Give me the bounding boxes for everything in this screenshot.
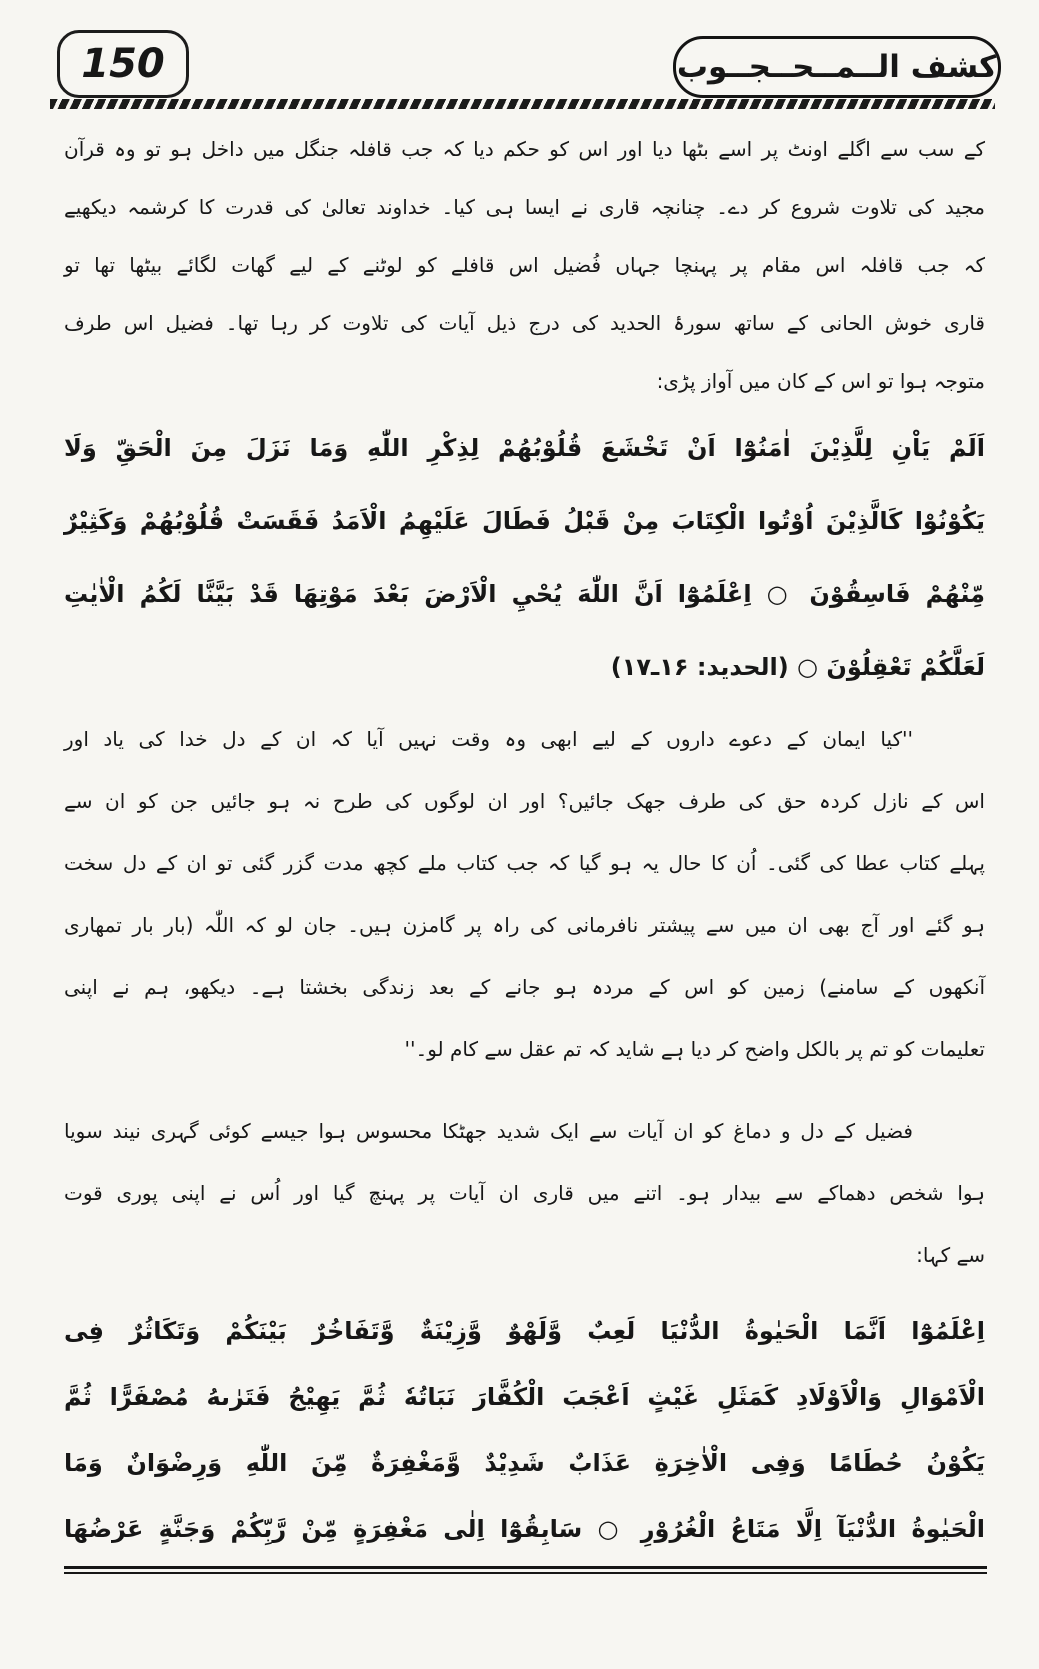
text-line: يَكُوْنُ حُطَامًا وَفِى الْاٰخِرَةِ عَذَابٌ شَدِيْدٌ وَّمَغْفِرَةٌ مِّنَ اللّٰهِ وَرِضْوَانٌ وَمَا: [64, 1449, 985, 1477]
page-number: 150: [81, 41, 165, 87]
text-line: الْحَيٰوةُ الدُّنْيَآ اِلَّا مَتَاعُ الْغُرُوْرِ ○ سَابِقُوْٓا اِلٰى مَغْفِرَةٍ مِّنْ رَّبِّكُمْ وَجَنَّةٍ عَرْضُهَا: [64, 1515, 985, 1543]
text-line: کے سب سے اگلے اونٹ پر اسے بٹھا دیا اور اس کو حکم دیا کہ جب قافلہ جنگل میں داخل ہو تو وہ قرآن: [64, 137, 985, 161]
text-line: يَكُوْنُوْا كَالَّذِيْنَ اُوْتُوا الْكِتَابَ مِنْ قَبْلُ فَطَالَ عَلَيْهِمُ الْاَمَدُ فَقَسَتْ قُلُوْبُهُمْ وَكَثِيْرٌ: [64, 507, 985, 535]
page-number-badge: [57, 30, 189, 98]
text-line: لَعَلَّكُمْ تَعْقِلُوْنَ ○ (الحدید: ۱۶ـ۱۷): [610, 653, 985, 681]
text-line: ہوا شخص دھماکے سے بیدار ہو۔ اتنے میں قاری ان آیات پر پہنچ گیا اور اُس نے اپنی پوری قوت: [64, 1181, 985, 1205]
text-line: متوجہ ہوا تو اس کے کان میں آواز پڑی:: [656, 369, 985, 393]
text-line: ہو گئے اور آج بھی ان میں سے پیشتر نافرمانی کی راہ پر گامزن ہیں۔ جان لو کہ اللّٰہ (بار بار تمھاری: [64, 913, 985, 937]
quran-verse-block-hadid-20-21: [64, 1298, 985, 1562]
narrative-paragraph-1: [64, 120, 985, 410]
text-line: الْاَمْوَالِ وَالْاَوْلَادِ كَمَثَلِ غَيْثٍ اَعْجَبَ الْكُفَّارَ نَبَاتُهٗ ثُمَّ يَهِيْجُ فَتَرٰىهُ مُصْفَرًّا ثُمَّ: [64, 1383, 985, 1411]
quran-verse-block-hadid-16-17: [64, 412, 985, 704]
narrative-paragraph-2: [64, 1100, 985, 1286]
hatched-divider: [50, 99, 995, 109]
text-line: اَلَمْ يَاْنِ لِلَّذِيْنَ اٰمَنُوْٓا اَنْ تَخْشَعَ قُلُوْبُهُمْ لِذِكْرِ اللّٰهِ وَمَا نَزَلَ مِنَ الْحَقِّ وَلَا: [64, 434, 985, 462]
text-line: کہ جب قافلہ اس مقام پر پہنچا جہاں فُضیل اس قافلے کو لوٹنے کے لیے گھات لگائے بیٹھا تھا تو: [64, 253, 985, 277]
book-title: کشف الــمــحــجــوب: [676, 49, 998, 85]
translation-paragraph: [64, 708, 985, 1080]
text-line: پہلے کتاب عطا کی گئی۔ اُن کا حال یہ ہو گیا کہ جب کتاب ملے کچھ مدت گزر گئی تو ان کے دل سخت: [64, 851, 985, 875]
text-line: اس کے نازل کردہ حق کی طرف جھک جائیں؟ اور ان لوگوں کی طرح نہ ہو جائیں جن کو ان سے: [64, 789, 985, 813]
text-line: ''کیا ایمان کے دعوے داروں کے لیے ابھی وہ وقت نہیں آیا کہ ان کے دل خدا کی یاد اور: [64, 727, 913, 751]
bottom-rule: [64, 1566, 987, 1574]
text-line: آنکھوں کے سامنے) زمین کو اس کے مردہ ہو جانے کے بعد زندگی بخشتا ہے۔ دیکھو، ہم نے اپنی: [64, 975, 985, 999]
text-content: [64, 120, 985, 1562]
text-line: مجید کی تلاوت شروع کر دے۔ چنانچہ قاری نے ایسا ہی کیا۔ خداوند تعالیٰ کی قدرت کا کرشمہ دیکھیے: [64, 195, 985, 219]
text-line: قاری خوش الحانی کے ساتھ سورۂ الحدید کی درج ذیل آیات کی تلاوت کر رہا تھا۔ فضیل اس طرف: [64, 311, 985, 335]
text-line: تعلیمات کو تم پر بالکل واضح کر دیا ہے شاید کہ تم عقل سے کام لو۔'': [404, 1037, 985, 1061]
book-title-badge: [673, 36, 1001, 98]
text-line: مِّنْهُمْ فَاسِقُوْنَ ○ اِعْلَمُوْٓا اَنَّ اللّٰهَ يُحْيِ الْاَرْضَ بَعْدَ مَوْتِهَا قَدْ بَيَّنَّا لَكُمُ الْاٰيٰتِ: [64, 580, 985, 608]
text-line: سے کہا:: [916, 1243, 985, 1267]
text-line: اِعْلَمُوْٓا اَنَّمَا الْحَيٰوةُ الدُّنْيَا لَعِبٌ وَّلَهْوٌ وَّزِيْنَةٌ وَّتَفَاخُرٌ بَيْنَكُمْ وَتَكَاثُرٌ فِى: [64, 1317, 985, 1345]
text-line: فضیل کے دل و دماغ کو ان آیات سے ایک شدید جھٹکا محسوس ہوا جیسے کوئی گہری نیند سویا: [64, 1119, 913, 1143]
